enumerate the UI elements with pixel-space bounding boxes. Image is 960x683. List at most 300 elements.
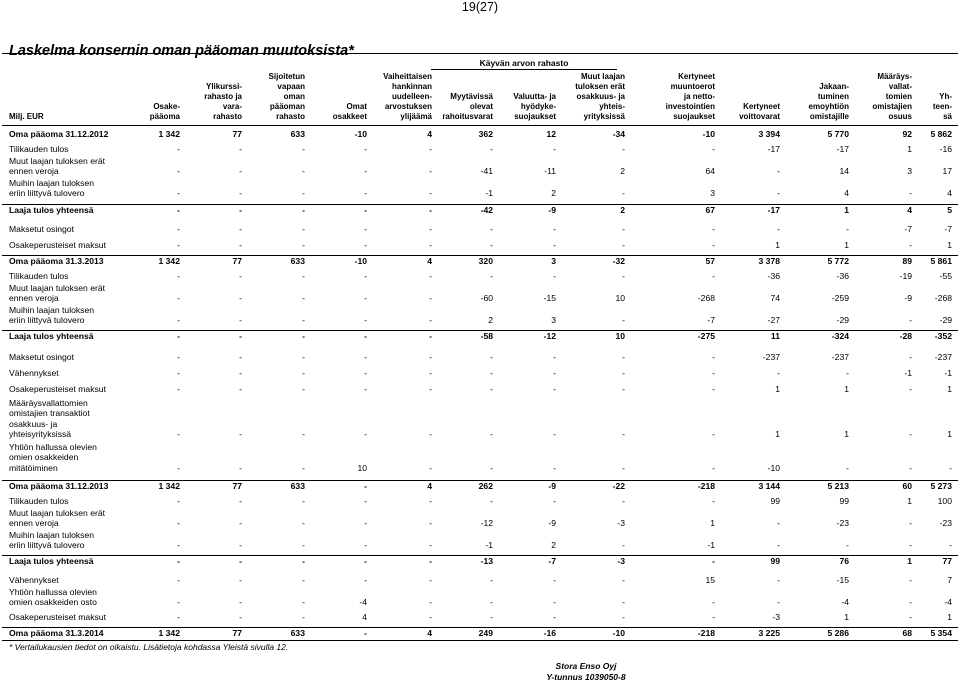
- row-label: [9, 178, 94, 199]
- column-header-line: olevat: [469, 102, 493, 111]
- cell-value: 320: [478, 256, 493, 266]
- cell-value: -: [302, 188, 305, 199]
- cell-value: -: [622, 612, 625, 622]
- cell-value: -: [622, 271, 625, 281]
- row-label: [9, 271, 68, 281]
- cell-value: -: [553, 496, 556, 506]
- cell-value: 2: [488, 315, 493, 326]
- column-header-11: [809, 82, 849, 122]
- cell-value: 4: [427, 129, 432, 139]
- cell-value: -: [364, 205, 367, 215]
- cell-value: -: [177, 575, 180, 585]
- cell-value: -4: [359, 597, 367, 608]
- cell-value: 1: [947, 429, 952, 440]
- column-header-unit: [9, 112, 44, 122]
- row-label: [9, 305, 94, 326]
- cell-value: -: [429, 188, 432, 199]
- row-label-line: ennen veroja: [9, 166, 59, 177]
- cell-value: -: [490, 271, 493, 281]
- cell-value: -: [622, 597, 625, 608]
- cell-value: -: [909, 315, 912, 326]
- page-title: Laskelma konsernin oman pääoman muutoksista*: [9, 43, 354, 59]
- cell-value: -: [553, 352, 556, 362]
- cell-value: -: [846, 462, 849, 473]
- cell-value: -: [239, 384, 242, 394]
- cell-value: 5: [947, 205, 952, 215]
- cell-value: -: [429, 384, 432, 394]
- cell-value: -: [302, 462, 305, 473]
- column-header-12: [872, 72, 912, 122]
- cell-value: 60: [902, 481, 912, 491]
- cell-value: 249: [478, 628, 493, 638]
- cell-value: -: [777, 540, 780, 551]
- cell-value: -218: [697, 628, 715, 638]
- cell-value: -28: [899, 331, 912, 341]
- cell-value: -: [364, 331, 367, 341]
- column-header-line: hyödyke-: [520, 102, 556, 111]
- cell-value: -: [302, 224, 305, 234]
- cell-value: -7: [904, 224, 912, 234]
- cell-value: -: [712, 612, 715, 622]
- column-header-line: teen-: [932, 102, 952, 111]
- cell-value: -17: [767, 205, 780, 215]
- cell-value: -: [429, 166, 432, 177]
- cell-value: -: [909, 462, 912, 473]
- cell-value: -: [777, 224, 780, 234]
- row-label: [9, 496, 68, 506]
- cell-value: -: [553, 384, 556, 394]
- fair-value-group-rule: [431, 69, 617, 70]
- cell-value: -29: [836, 315, 849, 326]
- cell-value: -22: [612, 481, 625, 491]
- column-header-line: omistajille: [809, 112, 849, 121]
- row-label-line: Laaja tulos yhteensä: [9, 556, 94, 566]
- cell-value: -: [553, 368, 556, 378]
- cell-value: 76: [839, 556, 849, 566]
- cell-value: -: [429, 293, 432, 304]
- cell-value: -268: [697, 293, 715, 304]
- row-label: [9, 331, 94, 341]
- cell-value: -: [949, 462, 952, 473]
- row-label-line: Oma pääoma 31.3.2013: [9, 256, 104, 266]
- cell-value: 12: [546, 129, 556, 139]
- cell-value: 4: [947, 188, 952, 199]
- cell-value: -7: [707, 315, 715, 326]
- cell-value: -: [490, 496, 493, 506]
- cell-value: 3: [551, 256, 556, 266]
- column-header-7: [513, 92, 556, 122]
- cell-value: -: [239, 166, 242, 177]
- cell-value: -: [302, 271, 305, 281]
- cell-value: -: [777, 368, 780, 378]
- cell-value: 2: [620, 166, 625, 177]
- cell-value: -: [302, 315, 305, 326]
- cell-value: 2: [620, 205, 625, 215]
- cell-value: -: [712, 496, 715, 506]
- cell-value: -: [364, 166, 367, 177]
- row-label-line: Muihin laajan tuloksen: [9, 178, 95, 188]
- cell-value: -275: [697, 331, 715, 341]
- cell-value: -: [712, 224, 715, 234]
- column-header-line: Osake-: [153, 102, 180, 111]
- row-label-line: Tilikauden tulos: [9, 144, 69, 154]
- row-label-line: ennen veroja: [9, 518, 59, 529]
- column-header-line: pääoman: [269, 102, 305, 111]
- column-header-line: Jakaan-: [819, 82, 849, 91]
- cell-value: -: [364, 315, 367, 326]
- cell-value: -: [553, 429, 556, 440]
- cell-value: 5 213: [827, 481, 849, 491]
- cell-value: -: [490, 462, 493, 473]
- cell-value: 4: [362, 612, 367, 622]
- cell-value: -: [553, 462, 556, 473]
- cell-value: -16: [543, 628, 556, 638]
- cell-value: -: [429, 144, 432, 154]
- column-header-line: emoyhtiön: [808, 102, 849, 111]
- cell-value: 1: [710, 518, 715, 529]
- cell-value: 15: [705, 575, 715, 585]
- cell-value: 17: [942, 166, 952, 177]
- cell-value: 1: [907, 496, 912, 506]
- row-label: [9, 129, 108, 139]
- cell-value: -: [429, 597, 432, 608]
- row-label-line: mitätöiminen: [9, 462, 58, 473]
- cell-value: -: [622, 384, 625, 394]
- cell-value: 100: [937, 496, 952, 506]
- column-header-8: [575, 72, 625, 122]
- cell-value: -: [712, 556, 715, 566]
- row-label: [9, 156, 105, 177]
- cell-value: -3: [772, 612, 780, 622]
- row-label-line: Osakeperusteiset maksut: [9, 240, 106, 250]
- cell-value: -: [429, 224, 432, 234]
- cell-value: -23: [939, 518, 952, 529]
- column-header-line: voittovarat: [739, 112, 780, 121]
- cell-value: -352: [934, 331, 952, 341]
- cell-value: 99: [839, 496, 849, 506]
- cell-value: -: [490, 575, 493, 585]
- cell-value: -41: [480, 166, 493, 177]
- cell-value: -: [364, 481, 367, 491]
- cell-value: -: [712, 144, 715, 154]
- cell-value: -: [909, 575, 912, 585]
- cell-value: -17: [836, 144, 849, 154]
- cell-value: -13: [480, 556, 493, 566]
- cell-value: -: [490, 429, 493, 440]
- cell-value: -: [846, 368, 849, 378]
- cell-value: -: [177, 293, 180, 304]
- column-header-line: tuloksen erät: [575, 82, 625, 91]
- cell-value: -: [429, 518, 432, 529]
- cell-value: -: [364, 224, 367, 234]
- column-header-4: [333, 102, 367, 122]
- cell-value: -: [239, 429, 242, 440]
- cell-value: -: [302, 293, 305, 304]
- cell-value: -: [302, 540, 305, 551]
- cell-value: -36: [767, 271, 780, 281]
- cell-value: -9: [548, 518, 556, 529]
- cell-value: -: [302, 205, 305, 215]
- column-header-line: tomien: [885, 92, 912, 101]
- cell-value: -: [909, 597, 912, 608]
- column-header-line: omistajien: [872, 102, 912, 111]
- column-header-line: rahasto: [276, 112, 305, 121]
- cell-value: -: [239, 293, 242, 304]
- column-header-line: muuntoerot: [670, 82, 715, 91]
- column-header-line: Määräys-: [877, 72, 912, 81]
- cell-value: 1: [775, 429, 780, 440]
- column-header-line: yhteis-: [599, 102, 625, 111]
- cell-value: -: [553, 240, 556, 250]
- cell-value: 1 342: [158, 129, 180, 139]
- cell-value: -: [429, 575, 432, 585]
- cell-value: -: [429, 556, 432, 566]
- cell-value: -9: [548, 205, 556, 215]
- cell-value: -: [177, 612, 180, 622]
- column-header-line: Omat: [346, 102, 367, 111]
- column-header-line: osakkuus- ja: [576, 92, 625, 101]
- cell-value: -: [909, 540, 912, 551]
- row-label: [9, 481, 108, 491]
- cell-value: -: [429, 315, 432, 326]
- cell-value: -: [846, 224, 849, 234]
- column-header-3: [269, 72, 305, 122]
- row-label: [9, 398, 90, 440]
- column-header-2: [204, 82, 242, 122]
- cell-value: -: [846, 540, 849, 551]
- cell-value: -: [302, 429, 305, 440]
- cell-value: -: [177, 352, 180, 362]
- cell-value: -: [712, 384, 715, 394]
- cell-value: -237: [934, 352, 952, 362]
- cell-value: -: [239, 462, 242, 473]
- cell-value: -: [777, 518, 780, 529]
- cell-value: -3: [617, 518, 625, 529]
- cell-value: -: [490, 352, 493, 362]
- row-label-line: Osakeperusteiset maksut: [9, 612, 106, 622]
- column-header-line: Kertyneet: [678, 72, 715, 81]
- cell-value: 3 378: [758, 256, 780, 266]
- cell-value: -: [712, 597, 715, 608]
- column-header-line: investointien: [665, 102, 715, 111]
- cell-value: 3 225: [758, 628, 780, 638]
- cell-value: 74: [770, 293, 780, 304]
- row-label-line: Vähennykset: [9, 368, 59, 378]
- cell-value: -1: [485, 188, 493, 199]
- row-label-line: eriin liittyvä tulovero: [9, 315, 85, 326]
- cell-value: -: [177, 315, 180, 326]
- row-label: [9, 508, 105, 529]
- column-header-line: Kertyneet: [743, 102, 780, 111]
- row-label-line: Muut laajan tuloksen erät: [9, 156, 106, 166]
- cell-value: 89: [902, 256, 912, 266]
- cell-value: -268: [934, 293, 952, 304]
- cell-value: 1: [844, 429, 849, 440]
- cell-value: -42: [480, 205, 493, 215]
- cell-value: -: [239, 240, 242, 250]
- cell-value: -1: [944, 368, 952, 378]
- column-header-line: Valuutta- ja: [513, 92, 556, 101]
- cell-value: -: [302, 575, 305, 585]
- column-header-line: rahasto: [213, 112, 242, 121]
- cell-value: -: [302, 612, 305, 622]
- cell-value: -: [429, 612, 432, 622]
- cell-value: -7: [548, 556, 556, 566]
- row-label-line: yhteisyrityksissä: [9, 429, 72, 440]
- cell-value: -: [490, 240, 493, 250]
- cell-value: -: [177, 224, 180, 234]
- column-header-line: hankinnan: [391, 82, 432, 91]
- cell-value: -27: [767, 315, 780, 326]
- row-label-line: Muut laajan tuloksen erät: [9, 508, 106, 518]
- cell-value: -: [177, 166, 180, 177]
- cell-value: -: [909, 352, 912, 362]
- cell-value: -: [177, 384, 180, 394]
- cell-value: 1: [947, 240, 952, 250]
- cell-value: 633: [290, 481, 305, 491]
- column-header-line: osakkeet: [332, 112, 367, 121]
- row-label: [9, 283, 105, 304]
- cell-value: -: [177, 429, 180, 440]
- cell-value: -4: [841, 597, 849, 608]
- cell-value: -: [429, 429, 432, 440]
- cell-value: -: [239, 368, 242, 378]
- cell-value: 5 861: [930, 256, 952, 266]
- cell-value: -237: [831, 352, 849, 362]
- row-label-line: eriin liittyvä tulovero: [9, 540, 85, 551]
- row-label: [9, 352, 74, 362]
- cell-value: 4: [427, 256, 432, 266]
- cell-value: -: [622, 496, 625, 506]
- fair-value-group-header: Käyvän arvon rahasto: [479, 58, 569, 68]
- column-header-line: suojaukset: [514, 112, 556, 121]
- cell-value: -: [777, 597, 780, 608]
- column-header-10: [739, 102, 780, 122]
- cell-value: -12: [543, 331, 556, 341]
- cell-value: -23: [836, 518, 849, 529]
- cell-value: -: [364, 271, 367, 281]
- column-header-line: suojaukset: [673, 112, 715, 121]
- cell-value: 67: [705, 205, 715, 215]
- row-label-line: Osakeperusteiset maksut: [9, 384, 106, 394]
- cell-value: 3: [907, 166, 912, 177]
- cell-value: 5 273: [930, 481, 952, 491]
- cell-value: -10: [702, 129, 715, 139]
- cell-value: -: [622, 352, 625, 362]
- cell-value: -: [777, 166, 780, 177]
- row-label-line: eriin liittyvä tulovero: [9, 188, 85, 199]
- cell-value: -10: [354, 129, 367, 139]
- footnote-rule: [2, 640, 958, 641]
- column-header-line: Ylikurssi-: [205, 82, 242, 91]
- cell-value: -: [553, 224, 556, 234]
- cell-value: 262: [478, 481, 493, 491]
- cell-value: 1: [775, 240, 780, 250]
- cell-value: 1: [907, 144, 912, 154]
- cell-value: -: [553, 271, 556, 281]
- row-label: [9, 256, 104, 266]
- cell-value: -9: [904, 293, 912, 304]
- cell-value: 77: [232, 481, 242, 491]
- cell-value: -: [239, 205, 242, 215]
- row-label-line: omien osakkeiden osto: [9, 597, 97, 608]
- cell-value: -10: [612, 628, 625, 638]
- cell-value: 3 144: [758, 481, 780, 491]
- row-label-line: omistajien transaktiot: [9, 408, 90, 419]
- row-label-line: Laaja tulos yhteensä: [9, 205, 94, 215]
- cell-value: -: [364, 293, 367, 304]
- cell-value: -: [490, 224, 493, 234]
- column-header-line: Muut laajan: [580, 72, 625, 81]
- column-header-line: vara-: [222, 102, 242, 111]
- stamp-business-id: Y-tunnus 1039050-8: [546, 672, 626, 682]
- cell-value: -: [177, 205, 180, 215]
- cell-value: -: [364, 368, 367, 378]
- cell-value: -: [239, 575, 242, 585]
- column-header-line: uudelleen-: [391, 92, 432, 101]
- cell-value: -: [239, 315, 242, 326]
- cell-value: -: [429, 352, 432, 362]
- column-header-line: tuminen: [817, 92, 849, 101]
- cell-value: 5 770: [827, 129, 849, 139]
- row-label-line: Tilikauden tulos: [9, 271, 69, 281]
- row-label: [9, 384, 106, 394]
- cell-value: -: [239, 518, 242, 529]
- cell-value: -: [177, 597, 180, 608]
- cell-value: -: [553, 144, 556, 154]
- cell-value: -: [364, 384, 367, 394]
- cell-value: -: [177, 144, 180, 154]
- cell-value: -16: [939, 144, 952, 154]
- cell-value: 1: [907, 556, 912, 566]
- cell-value: -: [712, 429, 715, 440]
- column-header-5: [383, 72, 432, 122]
- cell-value: 4: [427, 481, 432, 491]
- cell-value: -: [239, 188, 242, 199]
- cell-value: 633: [290, 628, 305, 638]
- cell-value: 1 342: [158, 628, 180, 638]
- cell-value: -: [909, 188, 912, 199]
- cell-value: -: [622, 315, 625, 326]
- cell-value: -3: [617, 556, 625, 566]
- cell-value: 3: [710, 188, 715, 199]
- cell-value: -: [429, 540, 432, 551]
- cell-value: -: [622, 540, 625, 551]
- cell-value: -10: [767, 462, 780, 473]
- stamp-company-name: Stora Enso Oyj: [555, 661, 617, 671]
- row-label: [9, 442, 97, 473]
- cell-value: -: [177, 556, 180, 566]
- cell-value: -55: [939, 271, 952, 281]
- row-label-line: Muut laajan tuloksen erät: [9, 283, 106, 293]
- page-number: 19(27): [461, 0, 499, 14]
- cell-value: -: [949, 540, 952, 551]
- column-header-line: rahasto ja: [204, 92, 242, 101]
- column-header-13: [933, 92, 952, 122]
- cell-value: 14: [839, 166, 849, 177]
- row-label: [9, 144, 68, 154]
- cell-value: -32: [612, 256, 625, 266]
- cell-value: 64: [705, 166, 715, 177]
- cell-value: 4: [844, 188, 849, 199]
- cell-value: -: [302, 518, 305, 529]
- cell-value: -: [490, 144, 493, 154]
- cell-value: -: [239, 271, 242, 281]
- cell-value: 5 286: [827, 628, 849, 638]
- cell-value: -1: [904, 368, 912, 378]
- row-label: [9, 556, 94, 566]
- cell-value: -237: [762, 352, 780, 362]
